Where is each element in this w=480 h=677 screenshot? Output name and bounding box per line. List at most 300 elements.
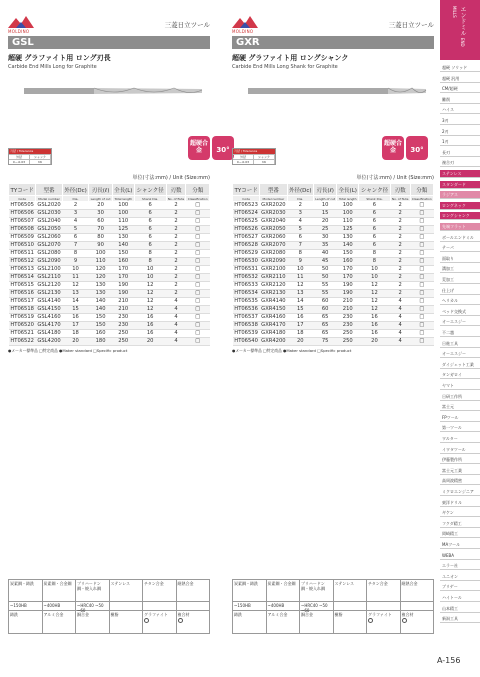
table-cell: 140 bbox=[112, 242, 134, 250]
table-cell: HT06522 bbox=[10, 338, 34, 344]
side-nav-item[interactable]: ステンレス bbox=[440, 170, 480, 178]
table-row bbox=[9, 202, 210, 210]
table-cell: □ bbox=[410, 202, 433, 210]
side-nav-item[interactable]: 難削 bbox=[440, 96, 480, 104]
table-cell: GXR4200 bbox=[261, 338, 286, 344]
table-cell: 50 bbox=[313, 274, 336, 282]
table-cell: 8 bbox=[359, 250, 391, 258]
table-row bbox=[233, 242, 434, 250]
sub-dia: Dia. bbox=[287, 196, 313, 202]
table-row bbox=[9, 306, 210, 314]
product-title: GSL bbox=[8, 36, 210, 49]
table-cell: □ bbox=[410, 290, 433, 298]
table-cell: 12 bbox=[134, 282, 166, 290]
table-cell: 2 bbox=[166, 234, 186, 242]
table-cell: 20 bbox=[287, 338, 313, 346]
table-cell: 10 bbox=[134, 274, 166, 282]
material-cell bbox=[177, 611, 210, 633]
table-cell: □ bbox=[186, 250, 210, 258]
side-nav-item[interactable]: 2刃 bbox=[440, 128, 480, 136]
table-cell: GSL2110 bbox=[37, 274, 61, 280]
table-cell: 160 bbox=[89, 330, 113, 338]
tolerance-table: 刃径 / Tolerance 外径 シャンク 0~-0.03 h6 bbox=[232, 148, 276, 165]
side-nav-item[interactable]: 新潟工具 bbox=[440, 615, 480, 623]
table-row bbox=[9, 314, 210, 322]
material-cell bbox=[43, 611, 77, 633]
table-cell: □ bbox=[410, 258, 433, 266]
table-row bbox=[9, 242, 210, 250]
table-cell: GSL4140 bbox=[37, 298, 61, 304]
material-cell bbox=[76, 611, 110, 633]
table-cell: 65 bbox=[313, 330, 336, 338]
table-cell: 12 bbox=[134, 298, 166, 306]
table-cell: GXR4180 bbox=[261, 330, 286, 336]
table-cell: 12 bbox=[359, 290, 391, 298]
side-nav-item[interactable]: ロングシャンク bbox=[440, 212, 480, 220]
side-nav-item[interactable]: 溝加工 bbox=[440, 265, 480, 273]
table-cell: 160 bbox=[337, 258, 359, 266]
table-cell: 55 bbox=[313, 282, 336, 290]
table-cell: HT06511 bbox=[10, 250, 34, 256]
table-cell: GXR2020 bbox=[261, 202, 286, 208]
table-cell: 8 bbox=[62, 250, 89, 258]
table-cell: HT06538 bbox=[234, 322, 258, 328]
material-cell bbox=[300, 580, 334, 601]
table-row bbox=[233, 274, 434, 282]
table-cell: □ bbox=[186, 258, 210, 266]
table-cell: 6 bbox=[134, 234, 166, 242]
material-label: 複合材 bbox=[401, 612, 414, 617]
table-cell: 2 bbox=[166, 218, 186, 226]
table-cell: 180 bbox=[89, 338, 113, 346]
side-nav-item[interactable]: イワタツール bbox=[440, 446, 480, 454]
table-cell: HT06524 bbox=[234, 210, 258, 216]
col-flutes: 刃数 bbox=[390, 184, 410, 196]
table-cell: 2 bbox=[166, 258, 186, 266]
table-cell: GSL2020 bbox=[37, 202, 61, 208]
table-cell: 190 bbox=[337, 282, 359, 290]
sub-flute: Length of cut bbox=[90, 196, 111, 201]
table-cell: □ bbox=[186, 226, 210, 234]
table-cell: HT06530 bbox=[234, 258, 258, 264]
table-cell: 150 bbox=[89, 314, 113, 322]
table-cell: HT06539 bbox=[234, 330, 258, 336]
material-cell bbox=[334, 580, 368, 601]
table-cell: HT06534 bbox=[234, 290, 258, 296]
material-label: グラファイト bbox=[144, 612, 168, 617]
table-cell: HT06525 bbox=[234, 218, 258, 224]
table-cell: GSL2060 bbox=[37, 234, 61, 240]
side-nav-item[interactable]: WEBA bbox=[440, 552, 480, 560]
side-nav-item[interactable]: エラー社 bbox=[440, 562, 480, 570]
table-row bbox=[9, 290, 210, 298]
material-label: 耐熱合金 bbox=[177, 581, 194, 586]
material-cell bbox=[401, 611, 434, 633]
table-cell: 12 bbox=[134, 290, 166, 298]
side-nav-item[interactable]: ベッド交換式 bbox=[440, 308, 480, 316]
sub-model: Model number bbox=[36, 196, 62, 202]
side-nav-item[interactable]: ラジアス bbox=[440, 191, 480, 199]
table-cell: GSL2050 bbox=[37, 226, 61, 232]
table-row bbox=[233, 298, 434, 306]
table-cell: □ bbox=[186, 218, 210, 226]
table-cell: 3 bbox=[62, 210, 89, 218]
side-nav-item[interactable]: ミクロエンジニア bbox=[440, 488, 480, 496]
table-cell: 2 bbox=[166, 242, 186, 250]
material-label: 複合材 bbox=[177, 612, 190, 617]
material-cell bbox=[401, 580, 434, 601]
table-cell: □ bbox=[410, 322, 433, 330]
table-cell: 170 bbox=[337, 274, 359, 282]
col-flutes: 刃数 bbox=[166, 184, 186, 196]
table-cell: 100 bbox=[89, 250, 113, 258]
material-cell bbox=[267, 611, 301, 633]
material-label: 鋳鉄 bbox=[234, 612, 242, 617]
carbide-badge: 超硬合金 bbox=[188, 136, 210, 160]
sub-dia: Dia. bbox=[62, 196, 89, 202]
table-cell: GXR2090 bbox=[261, 258, 286, 264]
side-nav-item[interactable]: 超硬 ソリッド bbox=[440, 64, 480, 72]
header-logo bbox=[232, 14, 434, 36]
table-cell: GXR2100 bbox=[261, 266, 286, 272]
table-cell: □ bbox=[410, 306, 433, 314]
table-row bbox=[9, 218, 210, 226]
side-nav-item[interactable]: ボールエンドミル bbox=[440, 234, 480, 242]
table-cell: 2 bbox=[166, 290, 186, 298]
sub-flutes: No. of flute bbox=[167, 196, 185, 201]
table-row bbox=[9, 234, 210, 242]
side-nav-item[interactable]: 長刃 bbox=[440, 149, 480, 157]
side-tab bbox=[440, 0, 480, 60]
table-cell: HT06529 bbox=[234, 250, 258, 256]
side-nav-item[interactable]: 岡崎精工 bbox=[440, 530, 480, 538]
table-cell: 65 bbox=[313, 322, 336, 330]
table-cell: □ bbox=[186, 298, 210, 306]
helix-badge: 30° bbox=[406, 136, 428, 160]
side-nav-item[interactable]: ダイジェット工業 bbox=[440, 361, 480, 369]
table-cell: □ bbox=[186, 314, 210, 322]
table-cell: 90 bbox=[89, 242, 113, 250]
side-nav-item[interactable]: 高周波精密 bbox=[440, 477, 480, 485]
side-nav-item[interactable]: 富士元工業 bbox=[440, 467, 480, 475]
sub-flutes: No. of flute bbox=[391, 196, 409, 201]
table-cell: 2 bbox=[166, 282, 186, 290]
material-cell bbox=[334, 611, 368, 633]
side-nav-item[interactable]: 第一ツール bbox=[440, 424, 480, 432]
table-cell: 12 bbox=[134, 306, 166, 314]
col-dia: 外径(Dc) bbox=[287, 184, 313, 196]
table-cell: 2 bbox=[166, 226, 186, 234]
table-cell: HT06505 bbox=[10, 202, 34, 208]
side-nav-item[interactable]: 富士元 bbox=[440, 403, 480, 411]
spec-badges bbox=[8, 134, 230, 174]
table-cell: GXR4170 bbox=[261, 322, 286, 328]
table-cell: □ bbox=[186, 306, 210, 314]
table-cell: □ bbox=[410, 210, 433, 218]
table-cell: 100 bbox=[112, 210, 134, 218]
side-nav-item[interactable]: CM/超硬 bbox=[440, 85, 480, 93]
material-cell bbox=[143, 611, 177, 633]
logo-text: MOLDINO bbox=[8, 29, 30, 34]
table-cell: 30 bbox=[89, 210, 113, 218]
table-cell: 2 bbox=[62, 202, 89, 210]
col-class: 分類 bbox=[186, 184, 210, 196]
table-cell: GSL2030 bbox=[37, 210, 61, 216]
table-cell: 15 bbox=[313, 210, 336, 218]
col-model: 型番 bbox=[36, 184, 62, 196]
table-row bbox=[233, 314, 434, 322]
material-label: チタン合金 bbox=[144, 581, 164, 586]
side-nav-item[interactable]: フクダ精工 bbox=[440, 520, 480, 528]
material-cell bbox=[43, 580, 77, 601]
table-cell: 12 bbox=[359, 306, 391, 314]
table-cell: 4 bbox=[390, 330, 410, 338]
table-cell: □ bbox=[186, 274, 210, 282]
material-label: 炭素鋼・鋳鉄 bbox=[10, 581, 34, 586]
table-cell: 6 bbox=[359, 242, 391, 250]
table-cell: 6 bbox=[359, 218, 391, 226]
table-cell: 2 bbox=[287, 202, 313, 210]
table-cell: GXR2130 bbox=[261, 290, 286, 296]
material-cell bbox=[367, 611, 401, 633]
side-title: エンドミル bbox=[459, 6, 466, 36]
table-cell: HT06535 bbox=[234, 298, 258, 304]
material-label: アルミ合金 bbox=[267, 612, 288, 617]
table-cell: □ bbox=[410, 234, 433, 242]
table-cell: GXR2110 bbox=[261, 274, 286, 280]
table-cell: 60 bbox=[313, 306, 336, 314]
table-cell: HT06518 bbox=[10, 306, 34, 312]
table-cell: GSL2100 bbox=[37, 266, 61, 272]
suitability-icon bbox=[402, 618, 407, 623]
table-cell: 2 bbox=[390, 234, 410, 242]
side-nav-item[interactable]: 山本精工 bbox=[440, 605, 480, 613]
table-cell: 18 bbox=[287, 330, 313, 338]
table-cell: □ bbox=[186, 338, 210, 346]
table-cell: 120 bbox=[89, 266, 113, 274]
table-cell: 210 bbox=[112, 306, 134, 314]
side-nav-item[interactable]: 面取り bbox=[440, 255, 480, 263]
side-nav-item[interactable]: 日進工具 bbox=[440, 340, 480, 348]
table-cell: 6 bbox=[134, 218, 166, 226]
sub-shank: Shank Dia. bbox=[134, 196, 166, 202]
side-nav-item[interactable]: オーエスジー bbox=[440, 318, 480, 326]
table-cell: 110 bbox=[337, 218, 359, 226]
table-cell: 100 bbox=[337, 202, 359, 210]
product-subtitle-jp: 超硬 グラファイト用 ロングシャンク bbox=[232, 54, 349, 62]
table-cell: 125 bbox=[337, 226, 359, 234]
table-cell: □ bbox=[186, 202, 210, 210]
material-table-left: 炭素鋼・鋳鉄 炭素鋼・合金鋼 プリハードン鋼・焼入れ鋼 ステンレス チタン合金 耐熱合金 ~150HB ~400HB ~HRC40 ~50 ~60 鋳鉄 アルミ合金 銅合金 樹脂 グラファイト 複合材 bbox=[8, 579, 210, 634]
table-cell: 100 bbox=[337, 210, 359, 218]
material-label: プリハードン鋼・焼入れ鋼 bbox=[301, 581, 325, 591]
table-cell: 20 bbox=[62, 338, 89, 346]
table-cell: HT06516 bbox=[10, 290, 34, 296]
side-nav-item[interactable]: ユニオン bbox=[440, 573, 480, 581]
side-nav-item[interactable]: 伊藤製作所 bbox=[440, 456, 480, 464]
table-cell: 16 bbox=[359, 314, 391, 322]
side-nav-item[interactable]: 日研工作所 bbox=[440, 393, 480, 401]
table-cell: 8 bbox=[359, 258, 391, 266]
table-row bbox=[9, 282, 210, 290]
side-nav-item[interactable]: ギケン bbox=[440, 509, 480, 517]
table-cell: HT06532 bbox=[234, 274, 258, 280]
table-cell: 230 bbox=[337, 322, 359, 330]
table-cell: 190 bbox=[112, 282, 134, 290]
table-cell: 190 bbox=[337, 290, 359, 298]
table-cell: □ bbox=[186, 290, 210, 298]
table-cell: GSL2090 bbox=[37, 258, 61, 264]
table-cell: GSL4170 bbox=[37, 322, 61, 328]
table-cell: HT06526 bbox=[234, 226, 258, 232]
table-cell: GSL2130 bbox=[37, 290, 61, 296]
material-label: 銅合金 bbox=[301, 612, 313, 617]
side-nav-item[interactable]: 先端フラット bbox=[440, 223, 480, 231]
side-nav-item[interactable]: ワルター bbox=[440, 435, 480, 443]
table-row bbox=[233, 202, 434, 210]
side-nav-item[interactable]: 超硬 汎用 bbox=[440, 75, 480, 83]
table-cell: 20 bbox=[313, 218, 336, 226]
table-cell: HT06509 bbox=[10, 234, 34, 240]
table-cell: 130 bbox=[112, 234, 134, 242]
table-cell: HT06506 bbox=[10, 210, 34, 216]
side-nav-item[interactable]: ヤマト bbox=[440, 382, 480, 390]
side-nav-item[interactable]: タンガロイ bbox=[440, 371, 480, 379]
table-cell: 6 bbox=[134, 242, 166, 250]
table-cell: 10 bbox=[359, 274, 391, 282]
side-nav-item[interactable]: 3刃 bbox=[440, 117, 480, 125]
table-cell: 25 bbox=[313, 226, 336, 234]
table-cell: 210 bbox=[337, 306, 359, 314]
table-cell: GSL4200 bbox=[37, 338, 61, 344]
material-label: アルミ合金 bbox=[43, 612, 64, 617]
table-cell: GSL4180 bbox=[37, 330, 61, 336]
side-nav-item[interactable]: 仕上げ bbox=[440, 287, 480, 295]
material-cell bbox=[76, 580, 110, 601]
brand-name: 三菱日立ツール bbox=[164, 21, 210, 29]
table-cell: GXR2080 bbox=[261, 250, 286, 256]
table-cell: 210 bbox=[337, 298, 359, 306]
side-nav-item[interactable]: ヘリカル bbox=[440, 297, 480, 305]
table-cell: 7 bbox=[62, 242, 89, 250]
tool-image bbox=[8, 74, 210, 134]
table-cell: □ bbox=[410, 266, 433, 274]
sub-shank: Shank Dia. bbox=[359, 196, 391, 202]
side-nav-item[interactable]: 東洋ドリル bbox=[440, 499, 480, 507]
sub-class: Classification bbox=[187, 196, 208, 201]
side-nav-item[interactable]: 不二越 bbox=[440, 329, 480, 337]
end-mill-icon bbox=[24, 84, 204, 98]
table-cell: GSL2080 bbox=[37, 250, 61, 256]
material-label: 樹脂 bbox=[110, 612, 119, 617]
material-label: ステンレス bbox=[110, 581, 130, 586]
table-row bbox=[9, 250, 210, 258]
material-cell bbox=[110, 580, 144, 601]
table-cell: 17 bbox=[62, 322, 89, 330]
table-cell: HT06523 bbox=[234, 202, 258, 208]
table-cell: □ bbox=[186, 242, 210, 250]
side-nav-item[interactable]: FPツール bbox=[440, 414, 480, 422]
table-cell: 130 bbox=[337, 234, 359, 242]
table-cell: HT06528 bbox=[234, 242, 258, 248]
col-class: 分類 bbox=[410, 184, 433, 196]
table-cell: GXR4150 bbox=[261, 306, 286, 312]
table-cell: HT06531 bbox=[234, 266, 258, 272]
side-nav-item[interactable]: 1刃 bbox=[440, 138, 480, 146]
material-label: 樹脂 bbox=[334, 612, 343, 617]
side-nav-item[interactable]: ロングネック bbox=[440, 202, 480, 210]
table-cell: GSL2120 bbox=[37, 282, 61, 288]
unit-label: 単位(寸法:mm) / Unit (Size:mm) bbox=[132, 175, 210, 181]
material-label: ステンレス bbox=[334, 581, 354, 586]
table-cell: 30 bbox=[313, 234, 336, 242]
sub-length: Total length bbox=[337, 196, 359, 202]
table-cell: □ bbox=[186, 330, 210, 338]
col-tycode: TYコード bbox=[233, 184, 260, 196]
table-cell: 80 bbox=[89, 234, 113, 242]
col-shank: シャンク径 bbox=[359, 184, 391, 196]
table-cell: 60 bbox=[313, 298, 336, 306]
suitability-icon bbox=[368, 618, 373, 623]
brand-name: 三菱日立ツール bbox=[388, 21, 434, 29]
spec-table bbox=[8, 183, 210, 346]
table-cell: 55 bbox=[313, 290, 336, 298]
side-nav-item[interactable]: ブリゲー bbox=[440, 583, 480, 591]
table-cell: 13 bbox=[62, 290, 89, 298]
table-cell: HT06517 bbox=[10, 298, 34, 304]
panel-gxr bbox=[232, 14, 434, 354]
table-cell: 16 bbox=[359, 330, 391, 338]
side-nav-item[interactable]: ハイス bbox=[440, 106, 480, 114]
table-cell: 170 bbox=[112, 274, 134, 282]
table-cell: GSL4160 bbox=[37, 314, 61, 320]
table-cell: 250 bbox=[337, 338, 359, 346]
col-shank: シャンク径 bbox=[134, 184, 166, 196]
side-nav-item[interactable]: 荒加工 bbox=[440, 276, 480, 284]
table-cell: 2 bbox=[390, 250, 410, 258]
side-nav-item[interactable]: オーエスジー bbox=[440, 350, 480, 358]
table-cell: HT06533 bbox=[234, 282, 258, 288]
table-cell: 10 bbox=[287, 266, 313, 274]
table-cell: 2 bbox=[166, 266, 186, 274]
table-cell: 2 bbox=[390, 202, 410, 210]
side-nav-item[interactable]: MAツール bbox=[440, 541, 480, 549]
table-cell: 16 bbox=[287, 314, 313, 322]
table-cell: 8 bbox=[134, 250, 166, 258]
side-nav-item[interactable]: スタンダード bbox=[440, 181, 480, 189]
table-cell: 100 bbox=[112, 202, 134, 210]
table-cell: 5 bbox=[62, 226, 89, 234]
table-cell: HT06540 bbox=[234, 338, 258, 344]
side-nav-item[interactable]: ハイトール bbox=[440, 594, 480, 602]
table-cell: 210 bbox=[112, 298, 134, 306]
table-cell: □ bbox=[410, 314, 433, 322]
table-cell: HT06510 bbox=[10, 242, 34, 248]
table-cell: 230 bbox=[112, 314, 134, 322]
side-nav-item[interactable]: テーパ bbox=[440, 244, 480, 252]
table-cell: 40 bbox=[313, 250, 336, 258]
page-number: A-156 bbox=[437, 656, 461, 665]
table-row bbox=[9, 338, 210, 346]
table-cell: 2 bbox=[166, 274, 186, 282]
side-nav-item[interactable]: 複合刃 bbox=[440, 159, 480, 167]
material-cell bbox=[233, 580, 267, 601]
table-row bbox=[233, 218, 434, 226]
table-cell: □ bbox=[410, 242, 433, 250]
table-cell: 2 bbox=[390, 290, 410, 298]
table-cell: 110 bbox=[112, 218, 134, 226]
side-title-en: END MILLS bbox=[452, 6, 465, 47]
